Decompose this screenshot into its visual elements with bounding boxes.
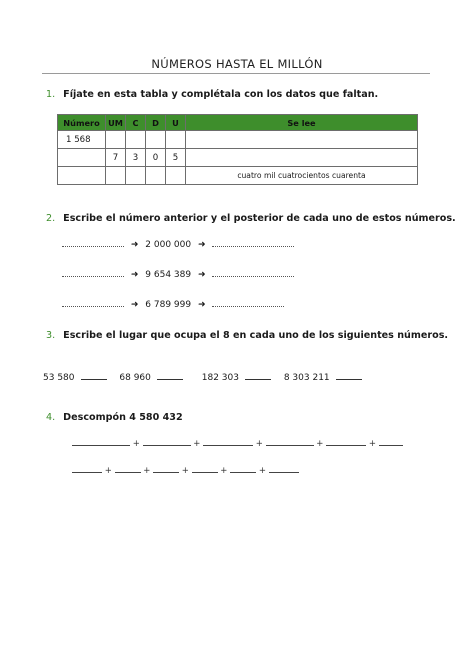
answer-blank[interactable] [266,439,314,446]
header-c: C [126,115,146,131]
given-number: 9 654 389 [145,270,192,280]
question-4-text: Descompón 4 580 432 [63,412,183,423]
given-number: 2 000 000 [145,240,192,250]
decomposition-line-2 [72,466,299,476]
cell-reading[interactable] [186,149,418,167]
arrow-right-icon: ➜ [197,240,206,250]
arrow-right-icon: ➜ [130,240,139,250]
given-number: 68 960 [119,373,151,383]
plus-sign: + [258,466,266,476]
list-item [43,373,107,383]
plus-sign: + [104,466,112,476]
place-of-eight-row [43,373,372,383]
neighbors-row-2 [62,268,294,280]
cell-number[interactable] [58,167,106,185]
question-3 [46,330,448,341]
list-item [119,373,183,383]
question-4 [46,412,183,423]
answer-blank[interactable] [203,439,253,446]
cell-u[interactable] [166,131,186,149]
cell-um[interactable] [106,131,126,149]
plus-sign: + [132,439,140,449]
previous-number-blank[interactable] [62,268,124,277]
next-number-blank[interactable] [212,298,284,307]
given-number: 6 789 999 [145,300,192,310]
cell-c[interactable]: 3 [126,149,146,167]
header-um: UM [106,115,126,131]
given-number: 53 580 [43,373,75,383]
answer-blank[interactable] [336,373,362,380]
answer-blank[interactable] [72,439,130,446]
question-2-number: 2. [46,213,56,224]
answer-blank[interactable] [379,439,403,446]
cell-reading[interactable] [186,131,418,149]
question-4-number: 4. [46,412,56,423]
list-item [284,373,362,383]
plus-sign: + [220,466,228,476]
given-number: 8 303 211 [283,373,330,383]
place-value-table [57,114,418,185]
answer-blank[interactable] [245,373,271,380]
answer-blank[interactable] [157,373,183,380]
header-u: U [166,115,186,131]
cell-u[interactable]: 5 [166,149,186,167]
question-1 [46,89,378,100]
plus-sign: + [193,439,201,449]
previous-number-blank[interactable] [62,238,124,247]
question-2 [46,213,456,224]
question-1-number: 1. [46,89,56,100]
plus-sign: + [316,439,324,449]
question-3-text: Escribe el lugar que ocupa el 8 en cada uno de los siguientes números. [63,330,449,341]
cell-number[interactable]: 1 568 [58,131,106,149]
answer-blank[interactable] [153,466,179,473]
cell-d[interactable] [146,131,166,149]
list-item [202,373,271,383]
cell-d[interactable]: 0 [146,149,166,167]
answer-blank[interactable] [192,466,218,473]
header-se-lee: Se lee [186,115,418,131]
arrow-right-icon: ➜ [130,300,139,310]
plus-sign: + [368,439,376,449]
question-1-text: Fíjate en esta tabla y complétala con los datos que faltan. [63,89,379,100]
cell-d[interactable] [146,167,166,185]
page-title: NÚMEROS HASTA EL MILLÓN [151,57,323,71]
neighbors-row-1 [62,238,294,250]
answer-blank[interactable] [326,439,366,446]
plus-sign: + [143,466,151,476]
table-row [58,131,418,149]
next-number-blank[interactable] [212,268,294,277]
question-2-text: Escribe el número anterior y el posterior de cada uno de estos números. [63,213,456,224]
answer-blank[interactable] [115,466,141,473]
table-header-row [58,115,418,131]
table-row [58,167,418,185]
cell-um[interactable]: 7 [106,149,126,167]
answer-blank[interactable] [269,466,299,473]
arrow-right-icon: ➜ [197,270,206,280]
arrow-right-icon: ➜ [197,300,206,310]
cell-um[interactable] [106,167,126,185]
title-divider [42,73,430,74]
answer-blank[interactable] [81,373,107,380]
neighbors-row-3 [62,298,284,310]
answer-blank[interactable] [230,466,256,473]
table-row [58,149,418,167]
next-number-blank[interactable] [212,238,294,247]
question-3-number: 3. [46,330,56,341]
header-d: D [146,115,166,131]
cell-u[interactable] [166,167,186,185]
previous-number-blank[interactable] [62,298,124,307]
cell-reading[interactable]: cuatro mil cuatrocientos cuarenta [186,167,418,185]
arrow-right-icon: ➜ [130,270,139,280]
given-number: 182 303 [201,373,239,383]
cell-c[interactable] [126,131,146,149]
decomposition-line-1 [72,439,403,449]
header-numero: Número [58,115,106,131]
cell-c[interactable] [126,167,146,185]
plus-sign: + [255,439,263,449]
cell-number[interactable] [58,149,106,167]
answer-blank[interactable] [72,466,102,473]
plus-sign: + [181,466,189,476]
answer-blank[interactable] [143,439,191,446]
